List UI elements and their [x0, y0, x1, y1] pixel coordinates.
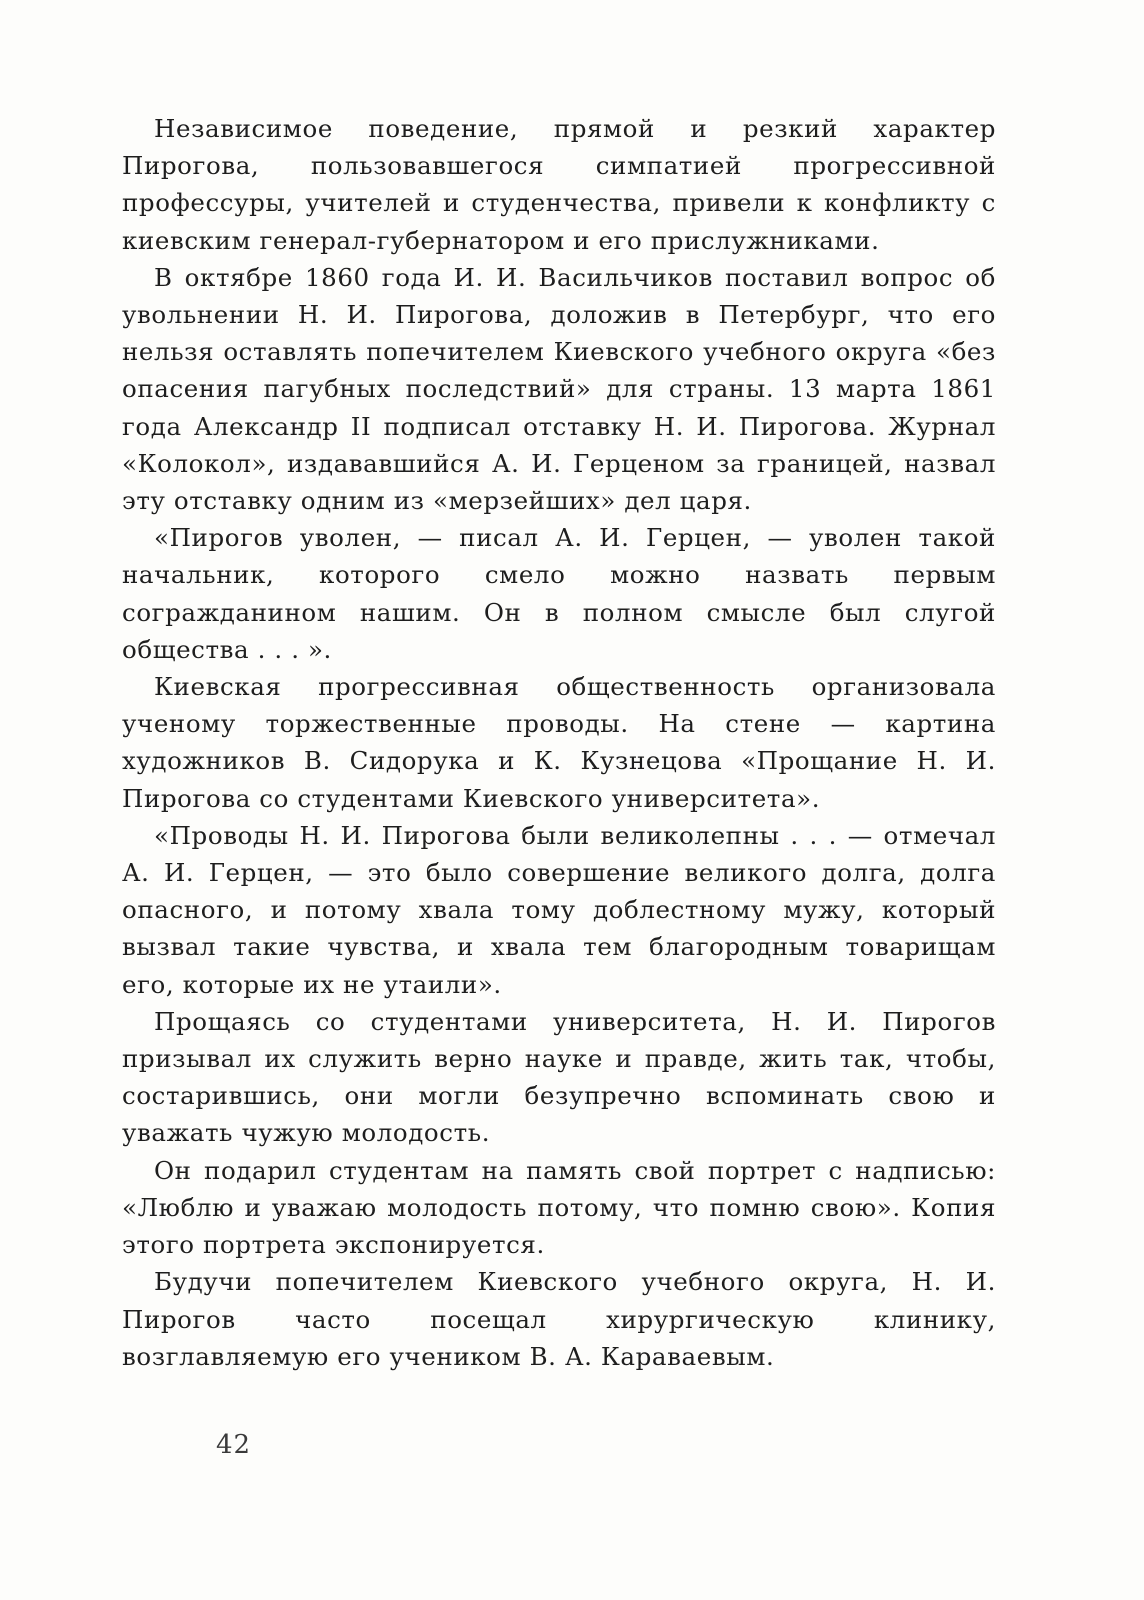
paragraph-3: «Пирогов уволен, — писал А. И. Герцен, — уволен такой начальник, которого смело можно назвать первым согражданином нашим. Он в полном смысле был слугой общества . . . ». [122, 523, 996, 664]
paragraph-6: Прощаясь со студентами университета, Н. И. Пирогов призывал их служить верно науке и правде, жить так, чтобы, состарившись, они могли безупречно вспоминать свою и уважать чужую молодость. [122, 1006, 996, 1148]
paragraph-7: Он подарил студентам на память свой портрет с надписью: «Люблю и уважаю молодость потому, что помню свою». Копия этого портрета экспонируется. [122, 1155, 996, 1260]
paragraph-1: Независимое поведение, прямой и резкий характер Пирогова, пользовавшегося симпатией прогрессивной профессуры, учителей и студенчества, привели к конфликту с киевским генерал-губернатором и его прислужниками. [122, 114, 996, 255]
paragraph-8: Будучи попечителем Киевского учебного округа, Н. И. Пирогов часто посещал хирургическую клинику, возглавляемую его учеником В. А. Караваевым. [122, 1267, 996, 1371]
paragraph-4: Киевская прогрессивная общественность организовала ученому торжественные проводы. На стене — картина художников В. Сидорука и К. Кузнецова «Прощание Н. И. Пирогова со студентами Киевского университета». [122, 672, 996, 813]
body-text [122, 110, 996, 1375]
paragraph-5: «Проводы Н. И. Пирогова были великолепны . . . — отмечал А. И. Герцен, — это было совершение великого долга, долга опасного, и потому хвала тому доблестному мужу, который вызвал такие чувства, и хвала тем благородным товарищам его, которые их не утаили». [122, 820, 996, 999]
page-number: 42 [216, 1430, 252, 1460]
paragraph-2: В октябре 1860 года И. И. Васильчиков поставил вопрос об увольнении Н. И. Пирогова, доложив в Петербург, что его нельзя оставлять попечителем Киевского учебного округа «без опасения пагубных последствий» для страны. 13 марта 1861 года Александр II подписал отставку Н. И. Пирогова. Журнал «Колокол», издававшийся А. И. Герценом за границей, назвал эту отставку одним из «мерзейших» дел царя. [122, 262, 996, 516]
